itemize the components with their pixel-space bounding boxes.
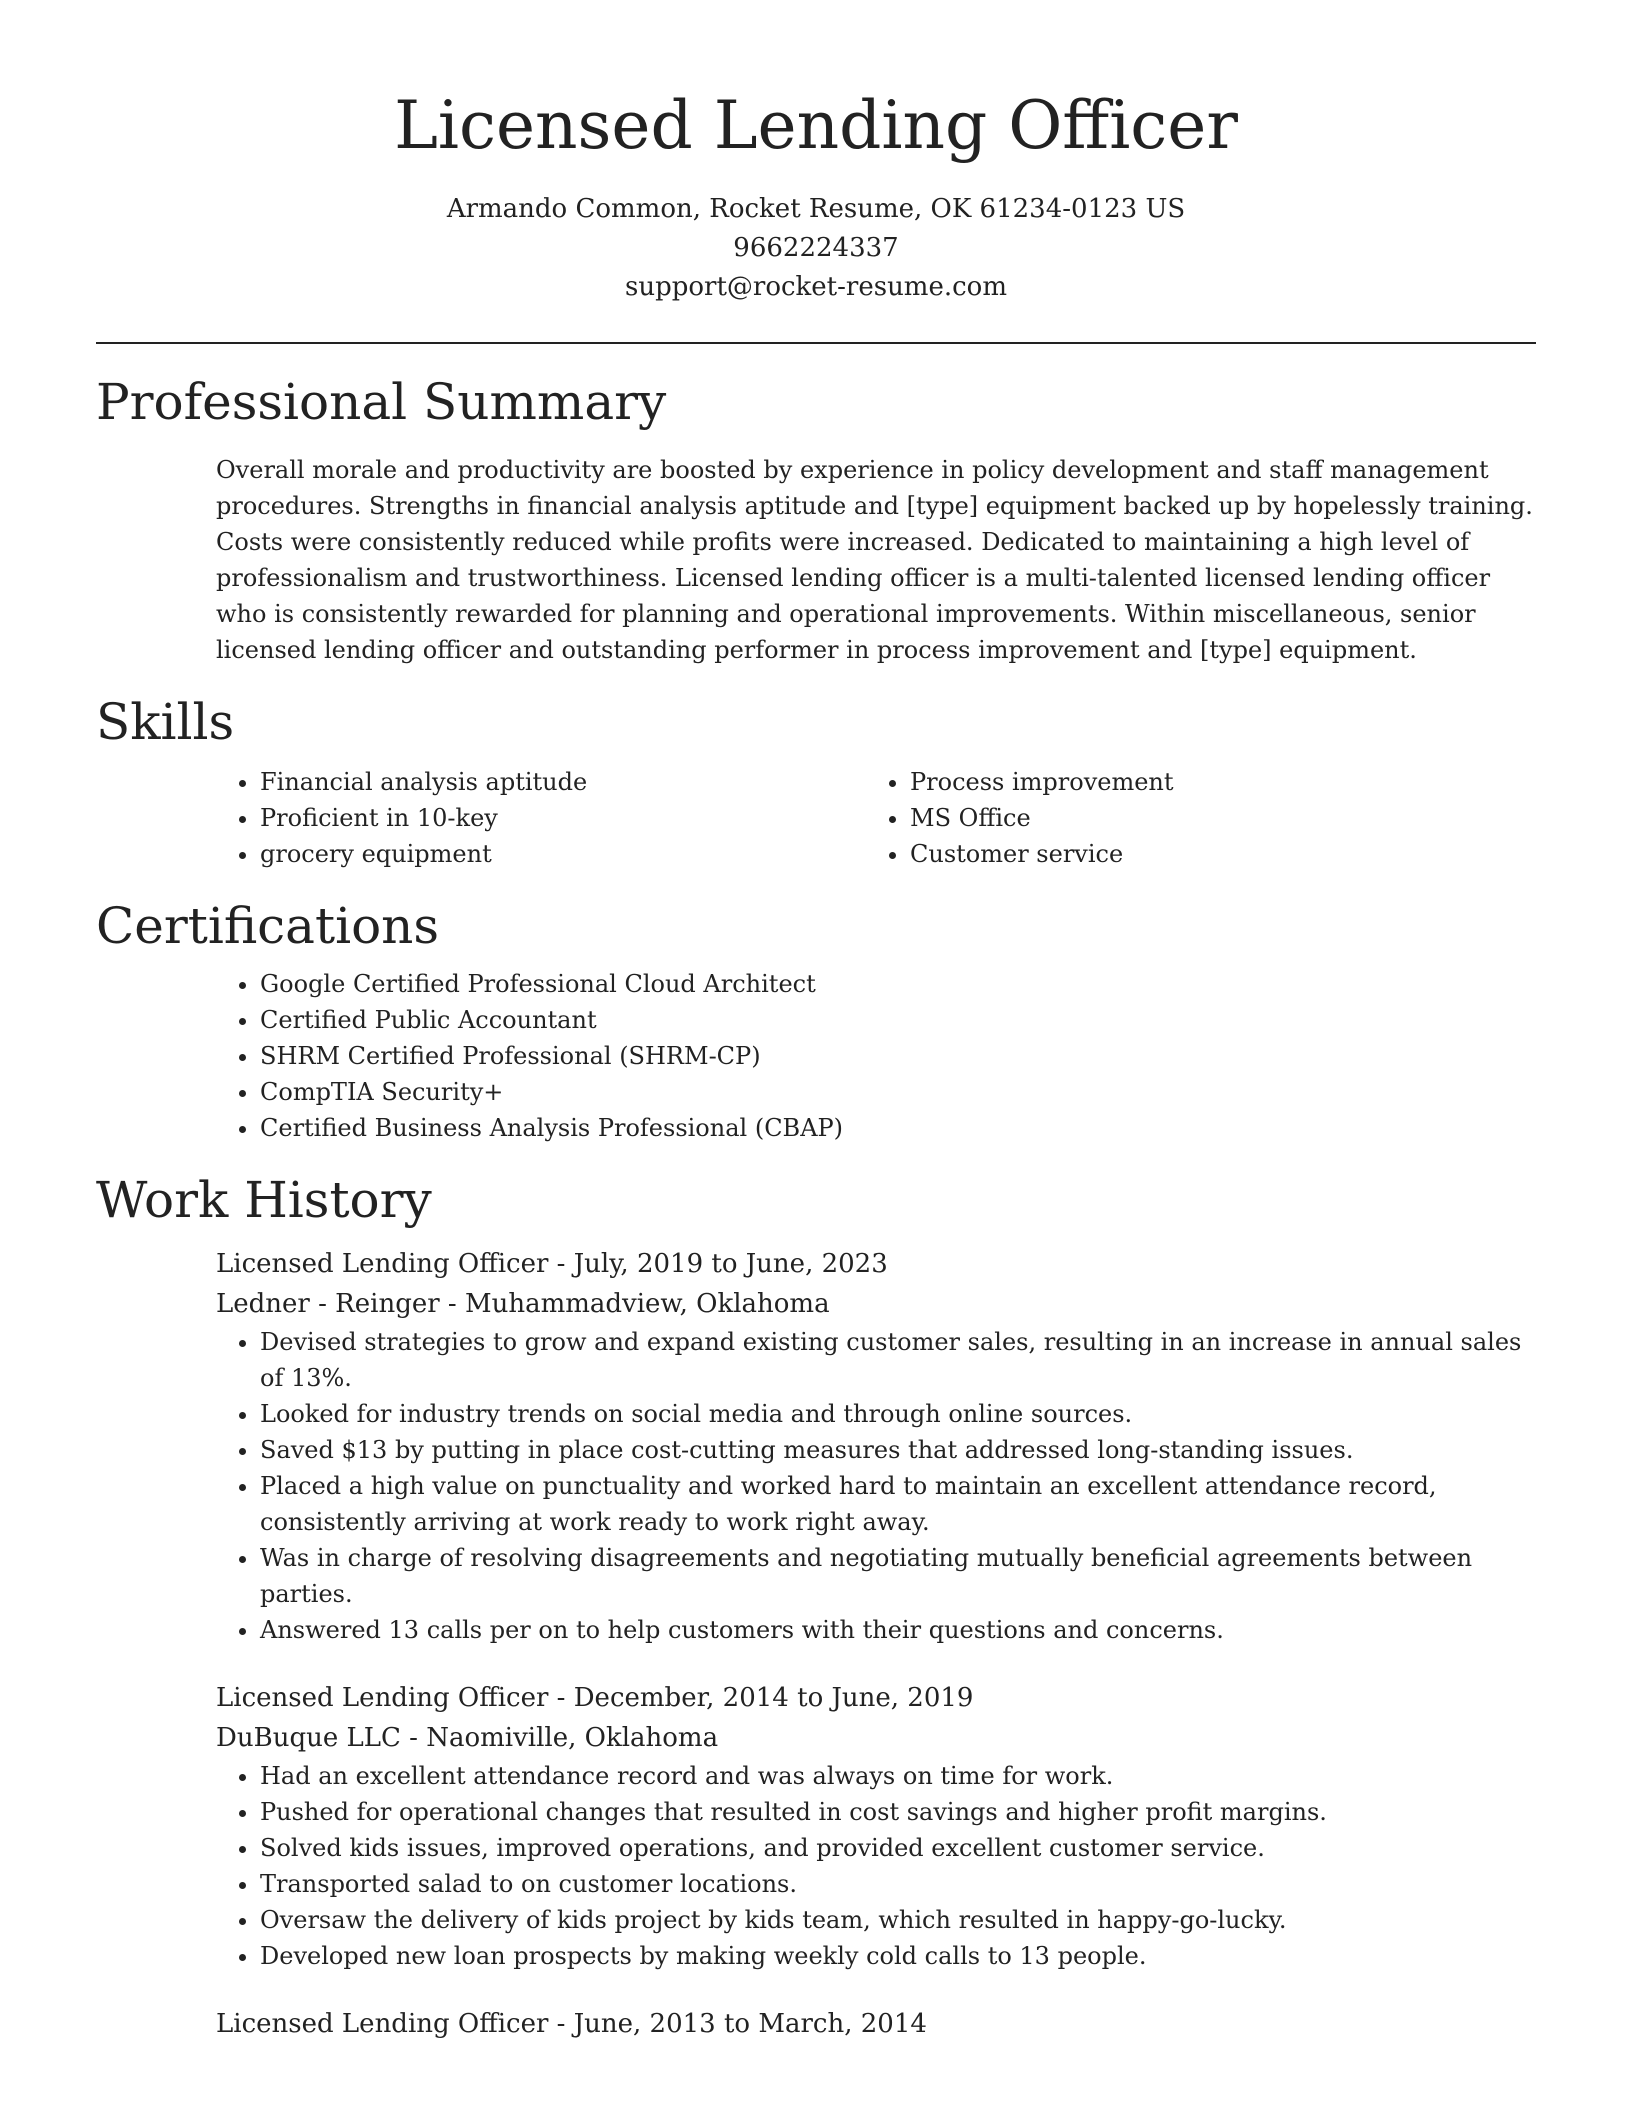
job-employer: Ledner - Reinger - Muhammadview, Oklahoma <box>216 1289 830 1319</box>
work-history-heading: Work History <box>96 1171 432 1229</box>
job-bullet: • Pushed for operational changes that resulted in cost savings and higher profit margins. <box>260 1794 1536 1830</box>
skill-item: • MS Office <box>910 800 1516 836</box>
certifications-section <box>216 966 1536 1146</box>
certification-item: • Google Certified Professional Cloud Architect <box>260 966 1536 1002</box>
job-bullet: • Oversaw the delivery of kids project by kids team, which resulted in happy-go-lucky. <box>260 1902 1536 1938</box>
certifications-list <box>216 966 1536 1146</box>
job-bullet: • Solved kids issues, improved operations, and provided excellent customer service. <box>260 1830 1536 1866</box>
job-employer: DuBuque LLC - Naomiville, Oklahoma <box>216 1723 719 1753</box>
job-bullet: • Answered 13 calls per on to help customers with their questions and concerns. <box>260 1612 1536 1648</box>
summary-heading: Professional Summary <box>96 373 667 431</box>
resume-page <box>96 0 1536 2044</box>
job-bullet: • Placed a high value on punctuality and worked hard to maintain an excellent attendance record, consistently arriving at work ready to work right away. <box>260 1468 1536 1540</box>
resume-name: Licensed Lending Officer <box>394 87 1238 164</box>
job-bullet-list <box>216 1324 1536 1648</box>
job-bullet-list <box>216 1758 1536 1974</box>
job-entry <box>216 2004 1536 2044</box>
job-bullet: • Devised strategies to grow and expand existing customer sales, resulting in an increase in annual sales of 13%. <box>260 1324 1536 1396</box>
job-bullet: • Saved $13 by putting in place cost-cutting measures that addressed long-standing issues. <box>260 1432 1536 1468</box>
skill-item: • grocery equipment <box>260 836 866 872</box>
skill-item: • Proficient in 10-key <box>260 800 866 836</box>
contact-phone: 9662224337 <box>733 233 899 263</box>
skills-list-left <box>216 764 866 872</box>
certification-item: • CompTIA Security+ <box>260 1074 1536 1110</box>
job-bullet: • Had an excellent attendance record and was always on time for work. <box>260 1758 1536 1794</box>
job-heading: Licensed Lending Officer - December, 2014 to June, 2019 <box>216 1683 974 1713</box>
job-heading: Licensed Lending Officer - July, 2019 to June, 2023 <box>216 1249 888 1279</box>
skills-heading: Skills <box>96 693 235 751</box>
contact-address: Armando Common, Rocket Resume, OK 61234-0123 US <box>446 194 1186 224</box>
header-divider <box>96 342 1536 344</box>
skill-item: • Customer service <box>910 836 1516 872</box>
skills-grid <box>216 764 1536 872</box>
job-entry <box>216 1244 1536 1648</box>
skill-item: • Financial analysis aptitude <box>260 764 866 800</box>
job-bullet: • Transported salad to on customer locations. <box>260 1866 1536 1902</box>
skills-list-right <box>866 764 1516 872</box>
job-bullet: • Was in charge of resolving disagreements and negotiating mutually beneficial agreements between parties. <box>260 1540 1536 1612</box>
certification-item: • SHRM Certified Professional (SHRM-CP) <box>260 1038 1536 1074</box>
job-bullet: • Developed new loan prospects by making weekly cold calls to 13 people. <box>260 1938 1536 1974</box>
job-entry <box>216 1678 1536 1974</box>
contact-email: support@rocket-resume.com <box>624 272 1007 302</box>
skill-item: • Process improvement <box>910 764 1516 800</box>
job-bullet: • Looked for industry trends on social media and through online sources. <box>260 1396 1536 1432</box>
certifications-heading: Certifications <box>96 897 440 955</box>
summary-text: Overall morale and productivity are boosted by experience in policy development and staff management procedures. Strengths in financial analysis aptitude and [type] equipment backed up by hopelessly training. Costs were consistently reduced while profits were increased. Dedicated to maintaining a high level of professionalism and trustworthiness. Licensed lending officer is a multi-talented licensed lending officer who is consistently rewarded for planning and operational improvements. Within miscellaneous, senior licensed lending officer and outstanding performer in process improvement and [type] equipment. <box>216 456 1533 664</box>
resume-header <box>96 0 1536 307</box>
work-history-section <box>216 1244 1536 2044</box>
certification-item: • Certified Business Analysis Professional (CBAP) <box>260 1110 1536 1146</box>
job-heading: Licensed Lending Officer - June, 2013 to March, 2014 <box>216 2009 927 2039</box>
certification-item: • Certified Public Accountant <box>260 1002 1536 1038</box>
